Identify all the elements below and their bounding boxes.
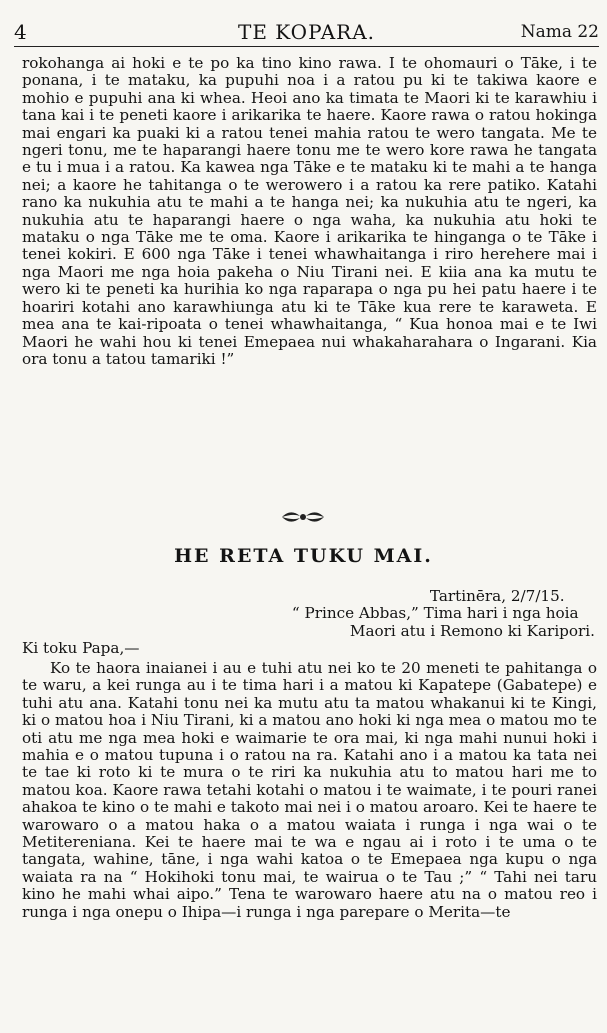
letter-paragraph: Ko te haora inaianei i au e tuhi atu nei ko te 20 meneti te pahitanga o te waru, a kei runga au i te tima hari i a matou ki Kapatepe (Gabatepe) e tuhi atu ana. Katahi tonu nei ka mutu atu ta matou whakanui ki te Kingi, ki o matou hoa i Niu Tirani, ki a matou ano hoki ki nga mea o matou mo te oti atu me nga mea hoki e waimarie te ora mai, ki nga mahi nunui hoki i mahia e o matou tupuna i o ratou na ra. Katahi ano i a matou ka tata nei te tae ki roto ki te mura o te riri ka nukuhia atu to matou hari me to matou koa. Kaore rawa tetahi kotahi o matou i te waimate, i te pouri ranei ahakoa te kino o te mahi e takoto mai nei i o matou aroaro. Kei te haere te warowaro o a matou haka o a matou waiata i runga i nga wai o te Metitereniana. Kei te haere mai te wa e ngau ai i roto i te uma o te tangata, wahine, tāne, i nga wahi katoa o te Emepaea nga kupu o nga waiata ra na “ Hokihoki tonu mai, te wairua o te Tau ;” “ Tahi nei taru kino he mahi whai aipo.” Tena te warowaro haere atu na o matou reo i runga i nga onepu o Ihipa—i runga i nga parepare o Merita—te [22, 659, 597, 921]
page-header [14, 18, 599, 47]
ornament-divider-icon [280, 508, 326, 526]
section-title: HE RETA TUKU MAI. [174, 545, 433, 567]
ship-line: “ Prince Abbas,” Tima hari i nga hoia [291, 604, 579, 623]
running-title: TE KOPARA. [237, 20, 376, 44]
salutation: Ki toku Papa,— [22, 639, 140, 657]
page-number: 4 [14, 20, 27, 44]
location-date: Tartinēra, 2/7/15. [429, 587, 565, 605]
issue-number: Nama 22 [520, 22, 599, 42]
ship-line-continued: Maori atu i Remono ki Karipori. [349, 621, 595, 640]
article-paragraph: rokohanga ai hoki e te po ka tino kino rawa. I te ohomauri o Tāke, i te ponana, i te mataku, ka pupuhi noa i a ratou pu ki te takiwa kaore e mohio e pupuhi ana ki whea. Heoi ano ka timata te Maori ki te karawhiu i tana kai i te peneti kaore i arikarika te haere. Kaore rawa o ratou hokinga mai engari ka puaki ki a ratou tenei mahia ratou te wero tangata. Me te ngeri tonu, me te haparangi haere tonu me te wero kore rawa he tangata e tu i mua i a ratou. Ka kawea nga Tāke e te mataku ki te mahi a te hanga nei; a kaore he tahitanga o te werowero i a ratou ka rere patiko. Katahi rano ka nukuhia atu te mahi a te hanga nei; ka nukuhia atu te ngeri, ka nukuhia atu te haparangi haere o nga waha, ka nukuhia atu hoki te mataku o nga Tāke me te oma. Kaore i arikarika te hinganga o te Tāke i tenei kokiri. E 600 nga Tāke i tenei whawhaitanga i riro herehere mai i nga Maori me nga hoia pakeha o Niu Tirani nei. E kiia ana ka mutu te wero ki te peneti ka hurihia ko nga raparapa o nga pu hei patu haere i te hoariri kotahi ano karawhiunga atu ki te Tāke kua rere te karaweta. E mea ana te kai-ripoata o tenei whawhaitanga, “ Kua honoa mai e te Iwi Maori he wahi hou ki tenei Emepaea nui whakaharahara o Ingarani. Kia ora tonu a tatou tamariki !” [22, 54, 597, 368]
letter-heading [292, 588, 595, 640]
